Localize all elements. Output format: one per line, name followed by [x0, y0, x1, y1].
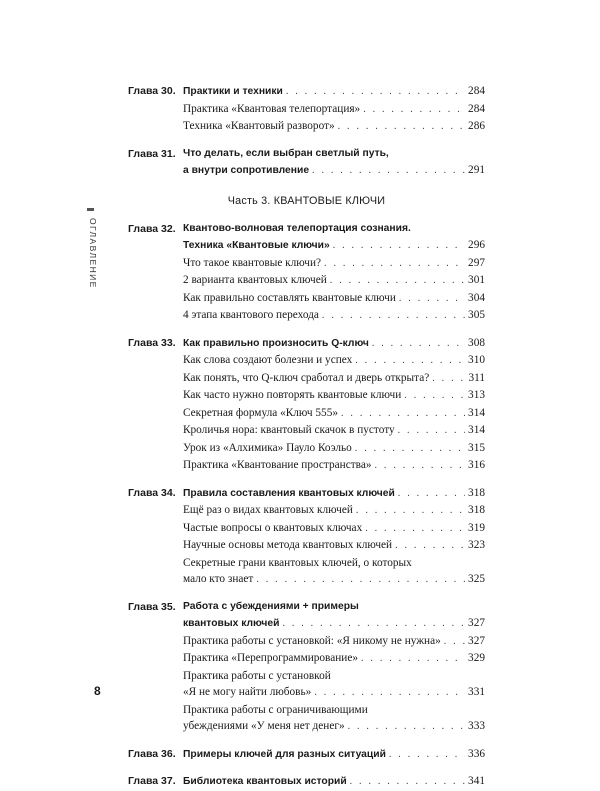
side-tab-label: ОГЛАВЛЕНИЕ — [88, 218, 98, 289]
entry-title: Библиотека квантовых историй — [183, 776, 347, 787]
toc-entry[interactable] — [183, 746, 485, 764]
entry-title: а внутри сопротивление — [183, 165, 310, 176]
entry-title: 2 варианта квантовых ключей — [183, 274, 327, 286]
entry-title: Правила составления квантовых ключей — [183, 487, 395, 499]
leader-dots — [314, 685, 465, 702]
entry-page: 329 — [468, 652, 485, 664]
chapter-33 — [128, 335, 485, 475]
entry-page: 316 — [468, 459, 485, 471]
toc-entry[interactable] — [183, 718, 485, 736]
leader-dots — [372, 336, 465, 353]
entry-page: 341 — [468, 775, 485, 787]
entry-title: Секретная формула «Ключ 555» — [183, 406, 339, 419]
leader-dots — [338, 119, 465, 136]
toc-entry[interactable] — [183, 485, 485, 503]
leader-dots — [444, 634, 465, 651]
entry-title: Как понять, что Q-ключ сработал и дверь открыта? — [183, 371, 430, 384]
entry-title: Работа с убеждениями + примеры — [183, 600, 359, 612]
toc-entry[interactable] — [183, 650, 485, 668]
entry-page: 331 — [468, 686, 485, 698]
toc-entry[interactable] — [183, 615, 485, 633]
entry-title: Частые вопросы о квантовых ключах — [183, 521, 363, 534]
leader-dots — [350, 774, 465, 791]
entry-title: квантовых ключей — [183, 618, 280, 629]
leader-dots — [333, 238, 465, 255]
chapter-32 — [128, 221, 485, 325]
entry-page: 291 — [468, 164, 485, 176]
entry-title: Как правильно произносить Q-ключ — [183, 337, 369, 349]
toc-entry[interactable] — [183, 440, 485, 458]
entry-page: 284 — [468, 102, 485, 115]
toc-entry[interactable] — [183, 571, 485, 589]
leader-dots — [399, 291, 465, 308]
chapter-label: Глава 30. — [128, 85, 176, 97]
entry-title: Практика «Перепрограммирование» — [183, 652, 359, 664]
leader-dots — [355, 353, 465, 370]
leader-dots — [375, 458, 466, 475]
entry-page: 314 — [468, 424, 485, 436]
entry-title: Научные основы метода квантовых ключей — [183, 539, 393, 551]
entry-page: 310 — [468, 354, 485, 366]
entry-title: Примеры ключей для разных ситуаций — [183, 748, 386, 760]
toc-entry[interactable] — [183, 422, 485, 440]
entry-page: 327 — [468, 617, 485, 629]
toc-entry[interactable] — [183, 255, 485, 273]
entry-page: 313 — [468, 389, 485, 401]
leader-dots — [341, 406, 465, 423]
toc-entry[interactable] — [183, 307, 485, 325]
leader-dots — [312, 163, 465, 180]
toc-entry[interactable] — [183, 237, 485, 255]
leader-dots — [330, 273, 465, 290]
toc-entry[interactable] — [183, 83, 485, 101]
leader-dots — [398, 423, 465, 440]
entry-title: мало кто знает — [183, 573, 254, 585]
leader-dots — [361, 651, 465, 668]
entry-page: 327 — [468, 634, 485, 647]
toc-entry[interactable] — [183, 387, 485, 405]
entry-title: Секретные грани квантовых ключей, о которых — [183, 556, 412, 569]
entry-page: 315 — [468, 441, 485, 454]
entry-title: Квантово-волновая телепортация сознания. — [183, 222, 411, 234]
toc-entry[interactable] — [183, 520, 485, 538]
entry-title: Что делать, если выбран светлый путь, — [183, 147, 389, 159]
entry-page: 314 — [468, 406, 485, 419]
leader-dots — [286, 84, 465, 101]
entry-title: Ещё раз о видах квантовых ключей — [183, 504, 353, 516]
entry-page: 336 — [468, 747, 485, 760]
chapter-label: Глава 35. — [128, 600, 176, 613]
toc-entry[interactable] — [183, 272, 485, 290]
entry-page: 323 — [468, 539, 485, 551]
chapter-label: Глава 31. — [128, 147, 176, 160]
leader-dots — [356, 503, 465, 520]
entry-page: 284 — [468, 85, 485, 97]
toc-entry[interactable] — [183, 537, 485, 555]
toc-entry[interactable] — [183, 290, 485, 308]
chapter-37 — [128, 773, 485, 791]
toc-entry[interactable] — [183, 370, 485, 388]
toc-entry[interactable] — [183, 457, 485, 475]
entry-page: 333 — [468, 720, 485, 732]
toc-entry[interactable] — [183, 101, 485, 119]
entry-page: 311 — [468, 371, 485, 384]
entry-title: Что такое квантовые ключи? — [183, 256, 322, 269]
entry-page: 304 — [468, 291, 485, 304]
entry-title: Как часто нужно повторять квантовые ключи — [183, 389, 402, 401]
entry-page: 301 — [468, 274, 485, 286]
entry-title: «Я не могу найти любовь» — [183, 686, 312, 698]
entry-page: 286 — [468, 120, 485, 132]
toc-entry[interactable] — [183, 162, 485, 180]
entry-title: Урок из «Алхимика» Пауло Коэльо — [183, 441, 352, 454]
entry-title: Техника «Квантовый разворот» — [183, 120, 335, 132]
toc-entry[interactable] — [183, 335, 485, 353]
chapter-36 — [128, 746, 485, 764]
toc-entry[interactable] — [183, 352, 485, 370]
leader-dots — [404, 388, 465, 405]
entry-page: 296 — [468, 239, 485, 251]
entry-title: Практика «Квантовая телепортация» — [183, 102, 361, 115]
entry-title: Кроличья нора: квантовый скачок в пустоту — [183, 424, 395, 436]
chapter-35 — [128, 599, 485, 736]
leader-dots — [363, 102, 465, 119]
chapter-label: Глава 32. — [128, 222, 176, 235]
toc-entry[interactable] — [183, 684, 485, 702]
side-tab-rule — [87, 208, 94, 211]
entry-title: Техника «Квантовые ключи» — [183, 240, 330, 251]
leader-dots — [348, 719, 465, 736]
table-of-contents — [128, 83, 485, 791]
entry-title: Практика работы с установкой — [183, 669, 331, 682]
entry-title: убеждениями «У меня нет денег» — [183, 720, 345, 732]
entry-page: 297 — [468, 256, 485, 269]
toc-entry[interactable] — [183, 118, 485, 136]
leader-dots — [324, 256, 465, 273]
chapter-label: Глава 36. — [128, 747, 176, 760]
page-number: 8 — [94, 684, 101, 698]
leader-dots — [256, 572, 465, 589]
leader-dots — [282, 616, 465, 633]
entry-title: Практика работы с ограничивающими — [183, 703, 368, 716]
entry-title: Как правильно составлять квантовые ключи — [183, 291, 396, 304]
chapter-34 — [128, 485, 485, 589]
chapter-label: Глава 33. — [128, 336, 176, 349]
toc-entry[interactable] — [183, 221, 485, 238]
chapter-label: Глава 34. — [128, 486, 176, 499]
entry-page: 305 — [468, 309, 485, 321]
leader-dots — [365, 521, 465, 538]
leader-dots — [389, 747, 465, 764]
entry-title: Практики и техники — [183, 86, 283, 97]
toc-entry[interactable] — [183, 555, 485, 572]
leader-dots — [395, 538, 465, 555]
leader-dots — [398, 486, 465, 503]
toc-entry[interactable] — [183, 599, 485, 616]
chapter-31 — [128, 146, 485, 180]
leader-dots — [355, 441, 465, 458]
toc-entry[interactable] — [183, 502, 485, 520]
part-title: Часть 3. КВАНТОВЫЕ КЛЮЧИ — [227, 194, 386, 207]
entry-page: 308 — [468, 336, 485, 349]
chapter-30 — [128, 83, 485, 136]
toc-entry[interactable] — [183, 668, 485, 685]
leader-dots — [432, 371, 465, 388]
toc-entry[interactable] — [183, 405, 485, 423]
entry-page: 325 — [468, 573, 485, 585]
toc-entry[interactable] — [183, 702, 485, 719]
entry-title: 4 этапа квантового перехода — [183, 309, 319, 321]
entry-page: 318 — [468, 504, 485, 516]
entry-page: 319 — [468, 521, 485, 534]
entry-title: Как слова создают болезни и успех — [183, 354, 353, 366]
entry-page: 318 — [468, 486, 485, 499]
entry-title: Практика работы с установкой: «Я никому не нужна» — [183, 634, 441, 647]
chapter-label: Глава 37. — [128, 775, 176, 787]
toc-entry[interactable] — [183, 773, 485, 791]
leader-dots — [322, 308, 465, 325]
entry-title: Практика «Квантование пространства» — [183, 459, 372, 471]
toc-entry[interactable] — [183, 146, 485, 163]
toc-entry[interactable] — [183, 633, 485, 651]
